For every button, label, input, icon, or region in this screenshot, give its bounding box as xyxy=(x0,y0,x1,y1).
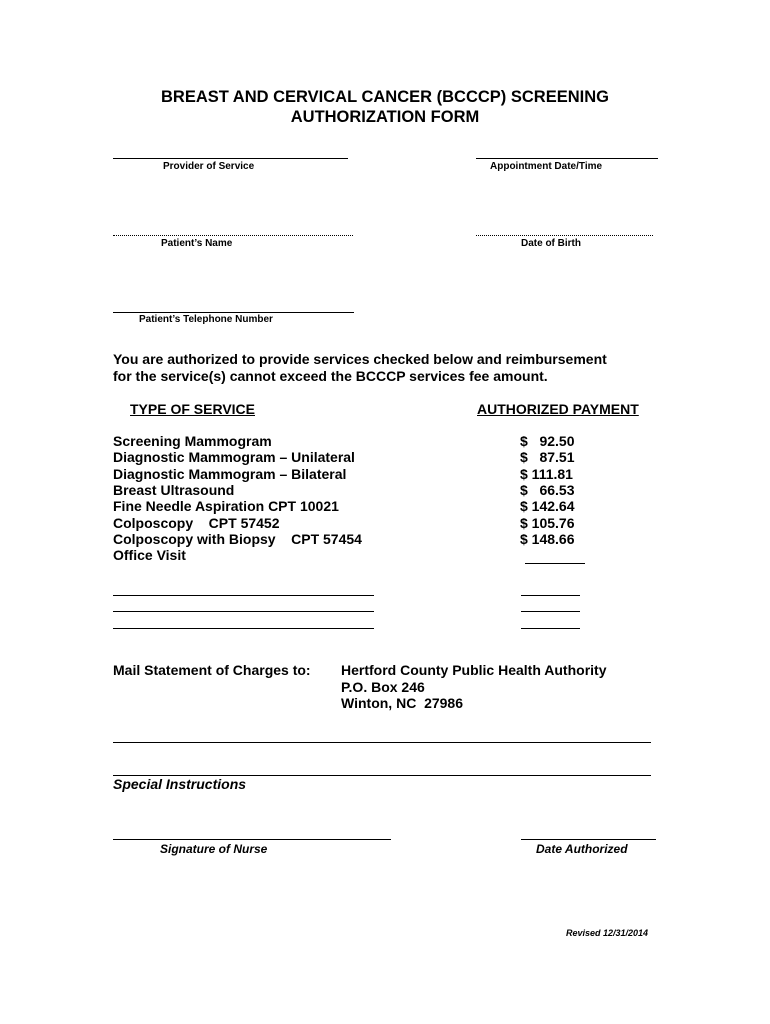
phone-label: Patient’s Telephone Number xyxy=(139,314,273,325)
extra-service-line[interactable] xyxy=(113,628,374,629)
service-amount: $ 142.64 xyxy=(520,498,575,514)
appointment-label: Appointment Date/Time xyxy=(490,161,603,172)
mail-address-line1: Hertford County Public Health Authority xyxy=(341,662,607,678)
extra-amount-line[interactable] xyxy=(521,628,580,629)
service-name: Screening Mammogram xyxy=(113,433,272,449)
mail-address-line3: Winton, NC 27986 xyxy=(341,695,464,711)
form-title-line1: BREAST AND CERVICAL CANCER (BCCCP) SCREENING xyxy=(161,88,609,106)
service-name: Colposcopy with Biopsy CPT 57454 xyxy=(113,531,362,547)
date-authorized-label: Date Authorized xyxy=(536,842,628,856)
patient-name-label: Patient’s Name xyxy=(161,238,233,249)
office-visit-amount-line[interactable] xyxy=(525,563,585,564)
mail-label: Mail Statement of Charges to: xyxy=(113,662,311,678)
special-instructions-label: Special Instructions xyxy=(113,776,247,792)
extra-service-line[interactable] xyxy=(113,611,374,612)
signature-line[interactable] xyxy=(113,839,391,840)
service-amount: $ 105.76 xyxy=(520,515,575,531)
service-name: Office Visit xyxy=(113,547,186,563)
service-amount: $ 148.66 xyxy=(520,531,575,547)
service-amount: $ 66.53 xyxy=(520,482,575,498)
service-amount: $ 111.81 xyxy=(520,466,573,482)
service-name: Breast Ultrasound xyxy=(113,482,235,498)
revised-date: Revised 12/31/2014 xyxy=(566,928,649,938)
extra-service-line[interactable] xyxy=(113,595,374,596)
service-name: Colposcopy CPT 57452 xyxy=(113,515,280,531)
service-amount: $ 92.50 xyxy=(520,433,575,449)
service-name: Diagnostic Mammogram – Unilateral xyxy=(113,449,355,465)
dob-label: Date of Birth xyxy=(521,238,581,249)
service-name: Diagnostic Mammogram – Bilateral xyxy=(113,466,347,482)
signature-label: Signature of Nurse xyxy=(160,842,268,856)
extra-amount-line[interactable] xyxy=(521,595,580,596)
mail-address-line2: P.O. Box 246 xyxy=(341,679,425,695)
dob-line[interactable] xyxy=(476,235,653,236)
appointment-line[interactable] xyxy=(476,158,658,159)
service-name: Fine Needle Aspiration CPT 10021 xyxy=(113,498,339,514)
instructions-line[interactable] xyxy=(113,742,651,743)
notice-line2: for the service(s) cannot exceed the BCCCP services fee amount. xyxy=(113,368,548,384)
phone-line[interactable] xyxy=(113,312,354,313)
type-of-service-header: TYPE OF SERVICE xyxy=(130,401,255,417)
provider-label: Provider of Service xyxy=(163,161,255,172)
patient-name-line[interactable] xyxy=(113,235,353,236)
service-amount: $ 87.51 xyxy=(520,449,575,465)
form-title-line2: AUTHORIZATION FORM xyxy=(290,108,480,126)
extra-amount-line[interactable] xyxy=(521,611,580,612)
authorized-payment-header: AUTHORIZED PAYMENT xyxy=(477,401,639,417)
notice-line1: You are authorized to provide services checked below and reimbursement xyxy=(113,351,607,367)
provider-line[interactable] xyxy=(113,158,348,159)
date-authorized-line[interactable] xyxy=(521,839,656,840)
